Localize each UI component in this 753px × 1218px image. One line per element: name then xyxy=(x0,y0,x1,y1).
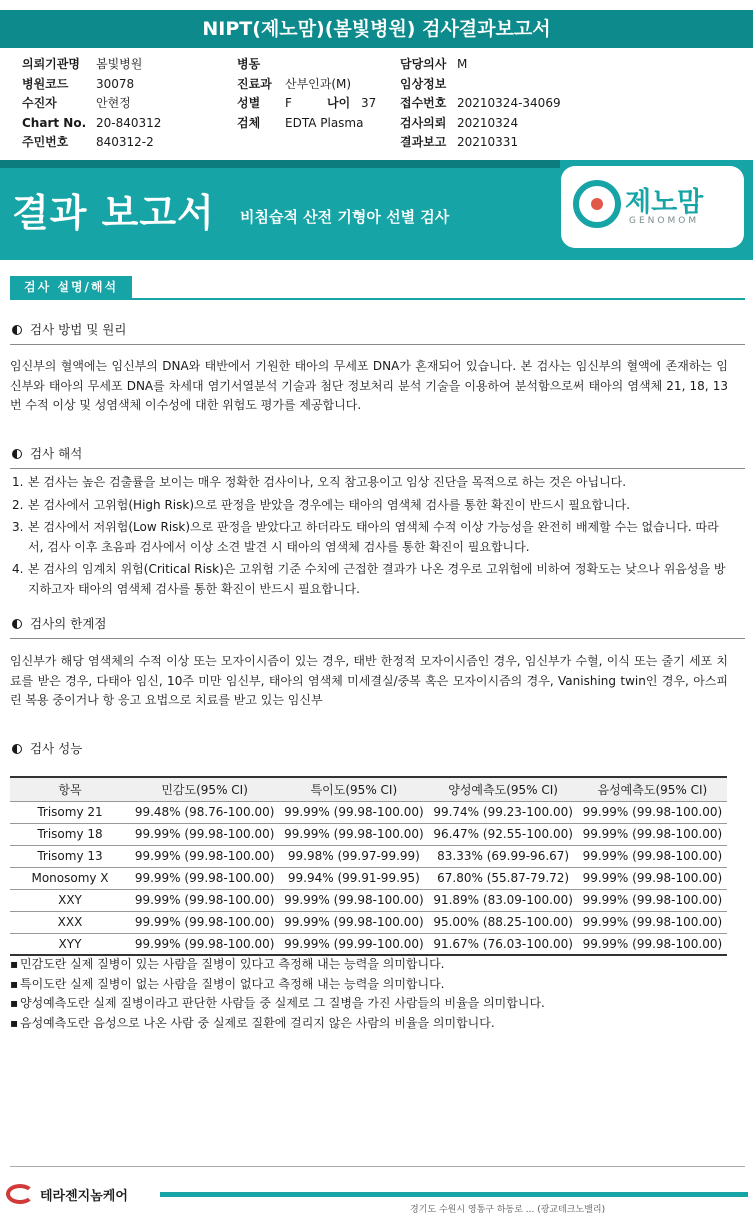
banner-title: 결과 보고서 xyxy=(12,191,215,235)
result-banner xyxy=(0,160,753,260)
list-number: 1. xyxy=(12,475,24,489)
limits-text: 임신부가 해당 염색체의 수적 이상 또는 모자이시즘이 있는 경우, 태반 한정적 모자이시즘인 경우, 임신부가 수혈, 이식 또는 줄기 세포 치료를 받은 경우, 다태아 임신, 10주 미만 임신부, 태아의 염색체 미세결실/중복 혹은 모자이시즘의 경우, Vanishing twin인 경우, 아스피린 복용 중이거나 항 응고 요법으로 치료를 받고 있는 임신부 xyxy=(10,654,728,707)
info-row xyxy=(400,55,561,75)
section-divider xyxy=(10,298,745,300)
table-row xyxy=(10,911,727,933)
list-item xyxy=(12,518,728,557)
info-value-age: 37 xyxy=(361,96,377,110)
half-circle-icon xyxy=(12,325,22,335)
info-key: 담당의사 xyxy=(400,57,447,71)
interpretation-divider xyxy=(10,468,745,469)
table-cell: 99.99% (99.98-100.00) xyxy=(130,889,279,911)
bullet-icon: ▪ xyxy=(10,1015,19,1030)
info-value: M xyxy=(457,57,468,71)
performance-notes xyxy=(10,955,545,1033)
info-value: 840312-2 xyxy=(96,135,154,149)
table-cell: Monosomy X xyxy=(10,867,130,889)
note-item xyxy=(10,994,545,1014)
info-value: 산부인과(M) xyxy=(285,76,352,91)
info-row xyxy=(22,55,161,75)
method-text: 임신부의 혈액에는 임신부의 DNA와 태반에서 기원한 태아의 무세포 DNA가 혼재되어 있습니다. 본 검사는 임신부의 혈액에 존재하는 임신부와 태아의 무세포 DNA를 차세대 염기서열분석 기술과 첨단 정보처리 분석 기술을 이용하여 분석함으로써 태아의 염색체 21, 18, 13번 수적 이상 및 성염색체 이수성에 대한 위험도 평가를 제공합니다. xyxy=(10,359,728,412)
list-number: 3. xyxy=(12,520,24,534)
note-text: 특이도란 실제 질병이 없는 사람을 질병이 없다고 측정해 내는 능력을 의미합니다. xyxy=(20,976,445,991)
table-cell: 99.99% (99.98-100.00) xyxy=(578,911,727,933)
info-column-3 xyxy=(400,55,561,153)
method-divider xyxy=(10,344,745,345)
performance-heading-text: 검사 성능 xyxy=(30,741,83,756)
info-row xyxy=(237,55,376,75)
table-cell: 91.89% (83.09-100.00) xyxy=(429,889,578,911)
logo-dot-icon xyxy=(591,198,603,210)
list-text: 본 검사는 높은 검출률을 보이는 매우 정확한 검사이나, 오직 참고용이고 임상 진단을 목적으로 하는 것은 아닙니다. xyxy=(28,475,627,489)
info-key: 병원코드 xyxy=(22,76,69,91)
table-row xyxy=(10,801,727,823)
table-cell: 99.99% (99.98-100.00) xyxy=(130,823,279,845)
table-cell: 95.00% (88.25-100.00) xyxy=(429,911,578,933)
company-name: 테라젠지놈케어 xyxy=(40,1188,128,1204)
banner-accent xyxy=(0,160,560,168)
company-address: 경기도 수원시 영통구 하동로 ... (광교테크노밸리) xyxy=(410,1205,606,1215)
interpretation-heading-text: 검사 해석 xyxy=(30,446,83,461)
table-cell: 99.99% (99.99-100.00) xyxy=(279,933,428,955)
company-g-icon xyxy=(6,1184,34,1204)
info-row xyxy=(400,75,561,95)
info-key: 수진자 xyxy=(22,96,57,110)
info-key: 성별 xyxy=(237,96,261,110)
info-key-age: 나이 xyxy=(327,96,351,110)
table-cell: 99.98% (99.97-99.99) xyxy=(279,845,428,867)
bullet-icon: ▪ xyxy=(10,957,19,971)
interpretation-list xyxy=(12,473,728,602)
info-key: 접수번호 xyxy=(400,96,447,110)
list-item xyxy=(12,473,728,493)
table-cell: 99.74% (99.23-100.00) xyxy=(429,801,578,823)
list-item xyxy=(12,560,728,599)
table-cell: 99.99% (99.98-100.00) xyxy=(279,911,428,933)
info-row xyxy=(22,133,161,153)
performance-heading xyxy=(12,739,82,757)
table-cell: 91.67% (76.03-100.00) xyxy=(429,933,578,955)
note-text: 음성예측도란 음성으로 나온 사람 중 실제로 질환에 걸리지 않은 사람의 비율을 의미합니다. xyxy=(20,1015,495,1030)
table-cell: 99.99% (99.98-100.00) xyxy=(279,889,428,911)
info-row xyxy=(237,94,376,114)
column-header: 양성예측도(95% CI) xyxy=(429,777,578,801)
table-cell: 99.99% (99.98-100.00) xyxy=(130,911,279,933)
limits-divider xyxy=(10,638,745,639)
limits-heading xyxy=(12,614,106,632)
half-circle-icon xyxy=(12,619,22,629)
table-cell: 67.80% (55.87-79.72) xyxy=(429,867,578,889)
info-value: F xyxy=(285,96,292,110)
info-key: 의뢰기관명 xyxy=(22,57,80,71)
list-number: 2. xyxy=(12,497,24,512)
logo-subtext: GENOMOM xyxy=(629,216,700,226)
table-cell: 99.94% (99.91-99.95) xyxy=(279,867,428,889)
table-cell: Trisomy 21 xyxy=(10,801,130,823)
info-row xyxy=(22,75,161,95)
info-row xyxy=(22,114,161,134)
table-cell: 99.99% (99.98-100.00) xyxy=(578,801,727,823)
info-row xyxy=(237,114,376,134)
info-value: 20210331 xyxy=(457,135,519,149)
info-key: 임상정보 xyxy=(400,76,447,91)
note-item xyxy=(10,955,545,975)
logo-text: 제노맘 xyxy=(625,187,704,218)
info-key: 검체 xyxy=(237,115,261,130)
bullet-icon: ▪ xyxy=(10,976,19,991)
table-cell: 99.99% (99.98-100.00) xyxy=(578,867,727,889)
table-cell: 99.99% (99.98-100.00) xyxy=(130,933,279,955)
info-row xyxy=(400,94,561,114)
list-number: 4. xyxy=(12,562,24,576)
table-cell: 83.33% (69.99-96.67) xyxy=(429,845,578,867)
bullet-icon: ▪ xyxy=(10,996,19,1010)
info-value: 20-840312 xyxy=(96,115,162,130)
footer-accent-bar xyxy=(160,1192,748,1197)
banner-subtitle: 비침습적 산전 기형아 선별 검사 xyxy=(240,208,450,226)
table-cell: 99.99% (99.98-100.00) xyxy=(578,845,727,867)
table-cell: XYY xyxy=(10,933,130,955)
info-value: 안현정 xyxy=(96,96,131,110)
note-item xyxy=(10,1014,545,1034)
half-circle-icon xyxy=(12,449,22,459)
genomom-logo xyxy=(561,166,744,248)
table-cell: XXX xyxy=(10,911,130,933)
column-header: 특이도(95% CI) xyxy=(279,777,428,801)
footer-divider xyxy=(10,1166,745,1167)
info-value: 20210324 xyxy=(457,115,519,130)
table-cell: 96.47% (92.55-100.00) xyxy=(429,823,578,845)
interpretation-heading xyxy=(12,444,82,462)
table-cell: XXY xyxy=(10,889,130,911)
list-text: 본 검사에서 저위험(Low Risk)으로 판정을 받았다고 하더라도 태아의 염색체 수적 이상 가능성을 완전히 배제할 수는 없습니다. 따라서, 검사 이후 초음파 검사에서 이상 소견 발견 시 태아의 염색체 검사를 통한 확진이 필요합니다. xyxy=(28,520,719,554)
table-cell: Trisomy 13 xyxy=(10,845,130,867)
info-value: 30078 xyxy=(96,76,135,91)
company-logo xyxy=(6,1184,128,1204)
info-key: 검사의뢰 xyxy=(400,115,447,130)
section-tab: 검사 설명/해석 xyxy=(10,276,132,298)
table-cell: 99.99% (99.98-100.00) xyxy=(279,823,428,845)
list-text: 본 검사에서 고위험(High Risk)으로 판정을 받았을 경우에는 태아의 염색체 검사를 통한 확진이 반드시 필요합니다. xyxy=(28,497,631,512)
info-value: EDTA Plasma xyxy=(285,115,364,130)
note-item xyxy=(10,975,545,995)
table-header-row xyxy=(10,777,727,801)
column-header: 항목 xyxy=(10,777,130,801)
info-key: 진료과 xyxy=(237,76,272,91)
info-column-1 xyxy=(22,55,161,153)
info-row xyxy=(22,94,161,114)
list-text: 본 검사의 임계치 위험(Critical Risk)은 고위험 기준 수치에 근접한 결과가 나온 경우로 고위험에 비하여 정확도는 낮으나 위음성을 방지하고자 태아의 염색체 검사를 통한 확진이 반드시 필요합니다. xyxy=(28,562,726,596)
table-row xyxy=(10,823,727,845)
list-item xyxy=(12,496,728,516)
table-cell: 99.48% (98.76-100.00) xyxy=(130,801,279,823)
method-heading xyxy=(12,320,126,338)
info-key: 결과보고 xyxy=(400,135,447,149)
table-row xyxy=(10,933,727,955)
info-row xyxy=(400,114,561,134)
info-value: 20210324-34069 xyxy=(457,96,561,110)
info-column-2 xyxy=(237,55,376,133)
note-text: 민감도란 실제 질병이 있는 사람을 질병이 있다고 측정해 내는 능력을 의미합니다. xyxy=(20,957,445,971)
table-cell: 99.99% (99.98-100.00) xyxy=(130,845,279,867)
table-cell: 99.99% (99.98-100.00) xyxy=(130,867,279,889)
table-row xyxy=(10,867,727,889)
column-header: 민감도(95% CI) xyxy=(130,777,279,801)
table-cell: Trisomy 18 xyxy=(10,823,130,845)
method-heading-text: 검사 방법 및 원리 xyxy=(30,322,127,337)
limits-heading-text: 검사의 한계점 xyxy=(30,616,107,631)
note-text: 양성예측도란 실제 질병이라고 판단한 사람들 중 실제로 그 질병을 가진 사람들의 비율을 의미합니다. xyxy=(20,996,545,1010)
info-row xyxy=(237,75,376,95)
table-row xyxy=(10,889,727,911)
half-circle-icon xyxy=(12,744,22,754)
column-header: 음성예측도(95% CI) xyxy=(578,777,727,801)
logo-mark-icon xyxy=(573,180,621,228)
table-cell: 99.99% (99.98-100.00) xyxy=(279,801,428,823)
info-row xyxy=(400,133,561,153)
info-key: Chart No. xyxy=(22,115,87,130)
info-value: 봄빛병원 xyxy=(96,57,143,71)
table-row xyxy=(10,845,727,867)
table-cell: 99.99% (99.98-100.00) xyxy=(578,889,727,911)
table-cell: 99.99% (99.98-100.00) xyxy=(578,933,727,955)
performance-table xyxy=(10,776,727,956)
info-key: 주민번호 xyxy=(22,135,69,149)
info-key: 병동 xyxy=(237,57,261,71)
table-cell: 99.99% (99.98-100.00) xyxy=(578,823,727,845)
report-title: NIPT(제노맘)(봄빛병원) 검사결과보고서 xyxy=(0,10,753,48)
